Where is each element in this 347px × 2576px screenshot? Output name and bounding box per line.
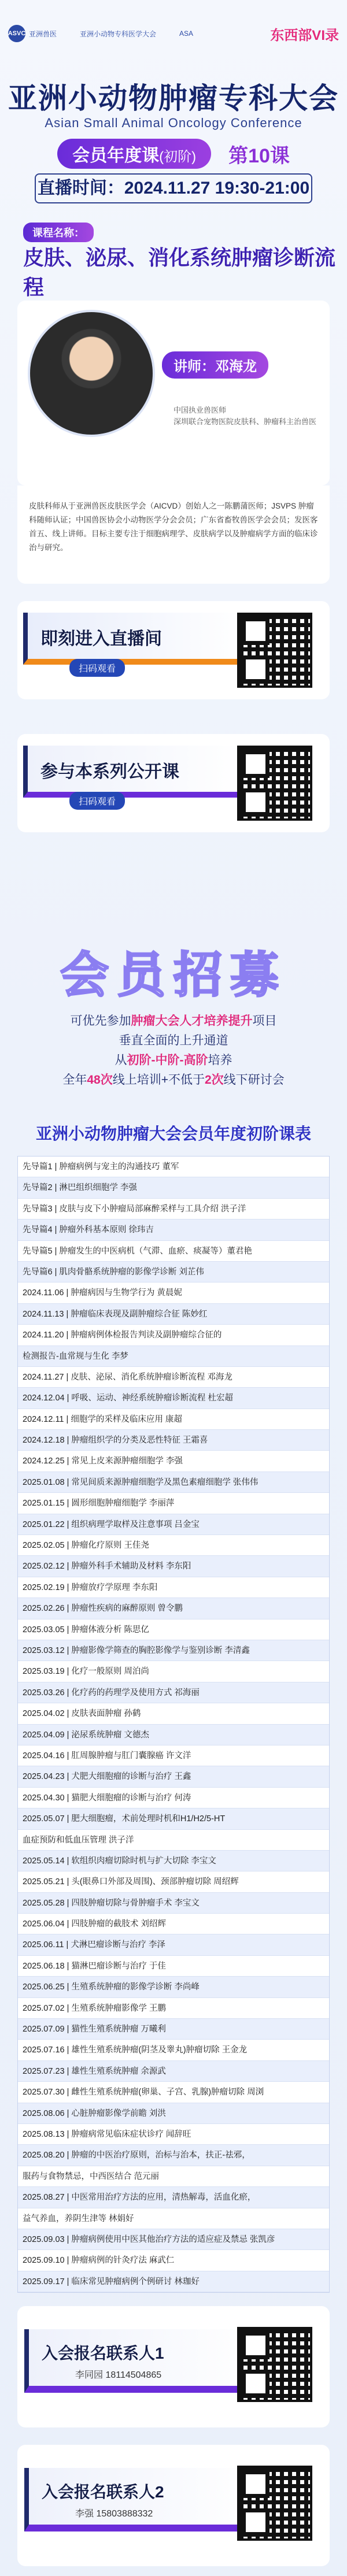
schedule-row: 先导篇1 | 肿瘤病例与宠主的沟通技巧 董军: [18, 1157, 329, 1177]
schedule-row: 2025.04.30 | 猫肥大细胞瘤的诊断与治疗 何涛: [18, 1788, 329, 1808]
schedule-row: 先导篇5 | 肿瘤发生的中医病机（气滞、血瘀、痰凝等）董君艳: [18, 1241, 329, 1262]
congress-logo: [80, 29, 156, 39]
schedule-row: 2025.08.20 | 肿瘤的中医治疗原则，治标与治本，扶正-祛邪，: [18, 2145, 329, 2166]
speaker-label: 讲师：邓海龙: [162, 351, 268, 379]
schedule-row: 2024.12.11 | 细胞学的采样及临床应用 康超: [18, 1409, 329, 1430]
contact-card-2[interactable]: [17, 2445, 330, 2566]
schedule-row: 2025.07.09 | 猫性生殖系统肿瘤 万曦利: [18, 2019, 329, 2040]
recruit-line-4a: 全年: [62, 1073, 87, 1087]
recruit-line-3b: 初阶-中阶-高阶: [127, 1054, 208, 1067]
schedule-row: 先导篇6 | 肌肉骨骼系统肿瘤的影像学诊断 刘芷伟: [18, 1262, 329, 1283]
live-card-title: 即刻进入直播间: [40, 629, 162, 648]
schedule-row: 2025.06.04 | 四肢肿瘤的截肢术 刘绍辉: [18, 1914, 329, 1934]
recruit-line-4c: 线上培训+不低于: [112, 1073, 205, 1087]
series-card-title: 参与本系列公开课: [40, 762, 179, 781]
course-type: 会员年度课: [72, 146, 160, 165]
recruit-heading: 会员招募: [60, 948, 287, 1002]
recruit-line-1a: 可优先参加: [70, 1014, 131, 1028]
schedule-row: 2024.11.20 | 肿瘤病例体检报告判读及副肿瘤综合征的: [18, 1325, 329, 1346]
schedule-row: 2025.03.12 | 肿瘤影像学筛查的胸腔影像学与鉴别诊断 李清鑫: [18, 1640, 329, 1661]
course-tag: 课程名称：: [23, 223, 94, 242]
schedule-row: 2025.04.16 | 肛周腺肿瘤与肛门囊腺癌 许文洋: [18, 1745, 329, 1766]
schedule-row: 2024.12.04 | 呼吸、运动、神经系统肿瘤诊断流程 杜宏超: [18, 1388, 329, 1409]
recruit-line-4e: 线下研讨会: [223, 1073, 285, 1087]
recruit-line-4: [23, 1070, 324, 1090]
schedule-row: 2025.05.14 | 软组织肉瘤切除时机与扩大切除 李宝文: [18, 1851, 329, 1871]
series-qr-code[interactable]: [237, 746, 312, 821]
schedule-row: 2025.09.17 | 临床常见肿瘤病例个例研讨 林珈好: [18, 2271, 329, 2292]
lesson-number: 第10课: [228, 144, 290, 167]
schedule-row: 2025.03.19 | 化疗一般原则 周泊尚: [18, 1661, 329, 1682]
schedule-row: 2025.04.02 | 皮肤表面肿瘤 孙鹤: [18, 1703, 329, 1724]
recruit-line-3: [23, 1051, 324, 1070]
schedule-row: 2025.07.16 | 雄性生殖系统肿瘤(阴茎及睾丸)肿瘤切除 王金龙: [18, 2040, 329, 2060]
recruit-line-3a: 从: [115, 1054, 127, 1067]
congress-logo-text: 亚洲小动物专科医学大会: [80, 29, 157, 38]
contact-1-title: 入会报名联系人1: [42, 2344, 164, 2362]
course-badge-row: [0, 139, 347, 169]
recruit-line-1b: 肿瘤大会人才培养提升: [131, 1014, 253, 1028]
schedule-row: 2025.04.09 | 泌尿系统肿瘤 文德杰: [18, 1725, 329, 1745]
live-room-card[interactable]: [17, 601, 330, 699]
schedule-row: 先导篇3 | 皮肤与皮下小肿瘤局部麻醉采样与工具介绍 洪子洋: [18, 1199, 329, 1220]
contact-2-qr-code[interactable]: [237, 2466, 312, 2541]
schedule-row: 2025.09.10 | 肿瘤病例的针灸疗法 麻武仁: [18, 2250, 329, 2271]
asa-logo-text: ASA: [179, 29, 194, 38]
asa-logo: [179, 29, 193, 38]
conference-title: 亚洲小动物肿瘤专科大会: [8, 82, 339, 114]
brand-logo: 东西部VI录: [270, 27, 339, 43]
conference-title-en: Asian Small Animal Oncology Conference: [45, 116, 302, 130]
schedule-row: 2024.12.25 | 常见上皮来源肿瘤细胞学 李强: [18, 1451, 329, 1472]
speaker-bio: 皮肤科师从于亚洲兽医皮肤医学会（AICVD）创始人之一陈鹏蒲医师；JSVPS 肿瘤科随师认证；中国兽医协会小动物医学分会会员；广东省畜牧兽医学会会员；发医客首五、线上讲师。目标主要专注于细胞病理学、皮肤病学以及肿瘤病学方面的临床诊治与研究。: [17, 485, 330, 584]
live-watch-button[interactable]: 扫码观看: [69, 659, 125, 677]
live-qr-code[interactable]: [237, 613, 312, 688]
schedule-row: 益气养血，养阴生津等 林娟好: [18, 2208, 329, 2229]
schedule-row: 2025.07.30 | 雌性生殖系统肿瘤(卵巢、子宫、乳腺)肿瘤切除 周浏: [18, 2082, 329, 2103]
schedule-title: 亚洲小动物肿瘤大会会员年度初阶课表: [35, 1125, 311, 1143]
speaker-affil-1: 中国执业兽医师: [174, 406, 227, 414]
course-type-pill: [57, 139, 211, 169]
schedule-row: 2025.01.15 | 圆形细胞肿瘤细胞学 李丽萍: [18, 1493, 329, 1514]
schedule-row: 2025.02.12 | 肿瘤外科手术辅助及材料 李东阳: [18, 1556, 329, 1577]
schedule-row: 2025.06.11 | 犬淋巴瘤诊断与治疗 李泽: [18, 1934, 329, 1955]
schedule-row: 2025.04.23 | 犬肥大细胞瘤的诊断与治疗 王鑫: [18, 1766, 329, 1787]
schedule-row: 先导篇2 | 淋巴组织细胞学 李强: [18, 1177, 329, 1198]
schedule-row: 2025.06.18 | 猫淋巴瘤诊断与治疗 于佳: [18, 1956, 329, 1977]
schedule-row: 2024.12.18 | 肿瘤组织学的分类及恶性特征 王霜喜: [18, 1430, 329, 1451]
course-level: (初阶): [159, 149, 197, 165]
contact-2-title: 入会报名联系人2: [42, 2483, 164, 2501]
contact-1-qr-code[interactable]: [237, 2327, 312, 2402]
recruit-line-2: 垂直全面的上升通道: [119, 1034, 228, 1047]
schedule-row: 服药与食物禁忌，中西医结合 范元丽: [18, 2166, 329, 2187]
asvc-logo-icon: ASVC: [8, 25, 25, 42]
schedule-row: 2025.07.02 | 生殖系统肿瘤影像学 王鹏: [18, 1998, 329, 2019]
speaker-affil-2: 深圳联合宠物医院皮肤科、肿瘤科主治兽医: [174, 417, 317, 426]
recruit-text: [23, 1011, 324, 1090]
recruit-line-3c: 培养: [208, 1054, 232, 1067]
live-time: 直播时间：2024.11.27 19:30-21:00: [35, 173, 312, 203]
schedule-row: 2025.08.13 | 肿瘤病常见临床症状诊疗 闻辞旺: [18, 2124, 329, 2145]
schedule-row: 2025.01.08 | 常见间质来源肿瘤细胞学及黑色素瘤细胞学 张伟伟: [18, 1472, 329, 1493]
schedule-table: [17, 1156, 330, 2293]
schedule-row: 2024.11.06 | 肿瘤病因与生物学行为 黄晨妮: [18, 1283, 329, 1303]
schedule-row: 2025.03.26 | 化疗药的药理学及使用方式 祁海丽: [18, 1682, 329, 1703]
series-card[interactable]: [17, 734, 330, 832]
schedule-row: 检测报告-血常规与生化 李梦: [18, 1346, 329, 1367]
schedule-row: 2025.05.21 | 头(眼鼻口外部及周围)、颈部肿瘤切除 周绍辉: [18, 1871, 329, 1892]
schedule-row: 2025.08.27 | 中医常用治疗方法的应用，清热解毒，活血化瘀，: [18, 2187, 329, 2208]
schedule-row: 2024.11.13 | 肿瘤临床表现及副肿瘤综合征 陈妙红: [18, 1304, 329, 1325]
asvc-logo: [8, 25, 57, 42]
schedule-row: 血症预防和低血压管理 洪子洋: [18, 1830, 329, 1851]
schedule-row: 2025.09.03 | 肿瘤病例使用中医其他治疗方法的适应症及禁忌 张凯彦: [18, 2229, 329, 2250]
schedule-row: 2025.01.22 | 组织病理学取样及注意事项 吕金宝: [18, 1514, 329, 1535]
schedule-row: 2024.11.27 | 皮肤、泌尿、消化系统肿瘤诊断流程 邓海龙: [18, 1367, 329, 1388]
logo-bar: [8, 16, 339, 51]
schedule-row: 2025.07.23 | 雄性生殖系统肿瘤 余源武: [18, 2061, 329, 2082]
asvc-logo-text: 亚洲兽医: [29, 29, 57, 38]
contact-2-phone: 李强 15803888332: [75, 2509, 153, 2519]
recruit-line-1c: 项目: [252, 1014, 277, 1028]
schedule-row: 先导篇4 | 肿瘤外科基本原则 徐玮吉: [18, 1220, 329, 1240]
schedule-row: 2025.02.26 | 肿瘤性疾病的麻醉原则 曾令鹏: [18, 1598, 329, 1619]
schedule-row: 2025.08.06 | 心脏肿瘤影像学前瞻 刘洪: [18, 2103, 329, 2124]
series-watch-button[interactable]: 扫码观看: [69, 792, 125, 810]
contact-1-phone: 李同园 18114504865: [75, 2370, 162, 2380]
contact-card-1[interactable]: [17, 2306, 330, 2427]
recruit-line-4b: 48次: [87, 1073, 113, 1087]
speaker-avatar: [28, 310, 155, 437]
schedule-row: 2025.02.05 | 肿瘤化疗原则 王佳尧: [18, 1535, 329, 1556]
schedule-row: 2025.02.19 | 肿瘤放疗学原理 李东阳: [18, 1577, 329, 1598]
schedule-row: 2025.03.05 | 肿瘤体液分析 陈思亿: [18, 1619, 329, 1640]
schedule-row: 2025.05.28 | 四肢肿瘤切除与骨肿瘤手术 李宝文: [18, 1893, 329, 1914]
schedule-row: 2025.06.25 | 生殖系统肿瘤的影像学诊断 李尚峰: [18, 1977, 329, 1997]
schedule-row: 2025.05.07 | 肥大细胞瘤，术前处理时机和H1/H2/5-HT: [18, 1808, 329, 1829]
speaker-card: [17, 301, 330, 485]
recruit-line-4d: 2次: [204, 1073, 224, 1087]
course-name: 皮肤、泌尿、消化系统肿瘤诊断流程: [23, 246, 336, 299]
speaker-affiliation: [174, 405, 316, 428]
recruit-line-1: [23, 1011, 324, 1031]
